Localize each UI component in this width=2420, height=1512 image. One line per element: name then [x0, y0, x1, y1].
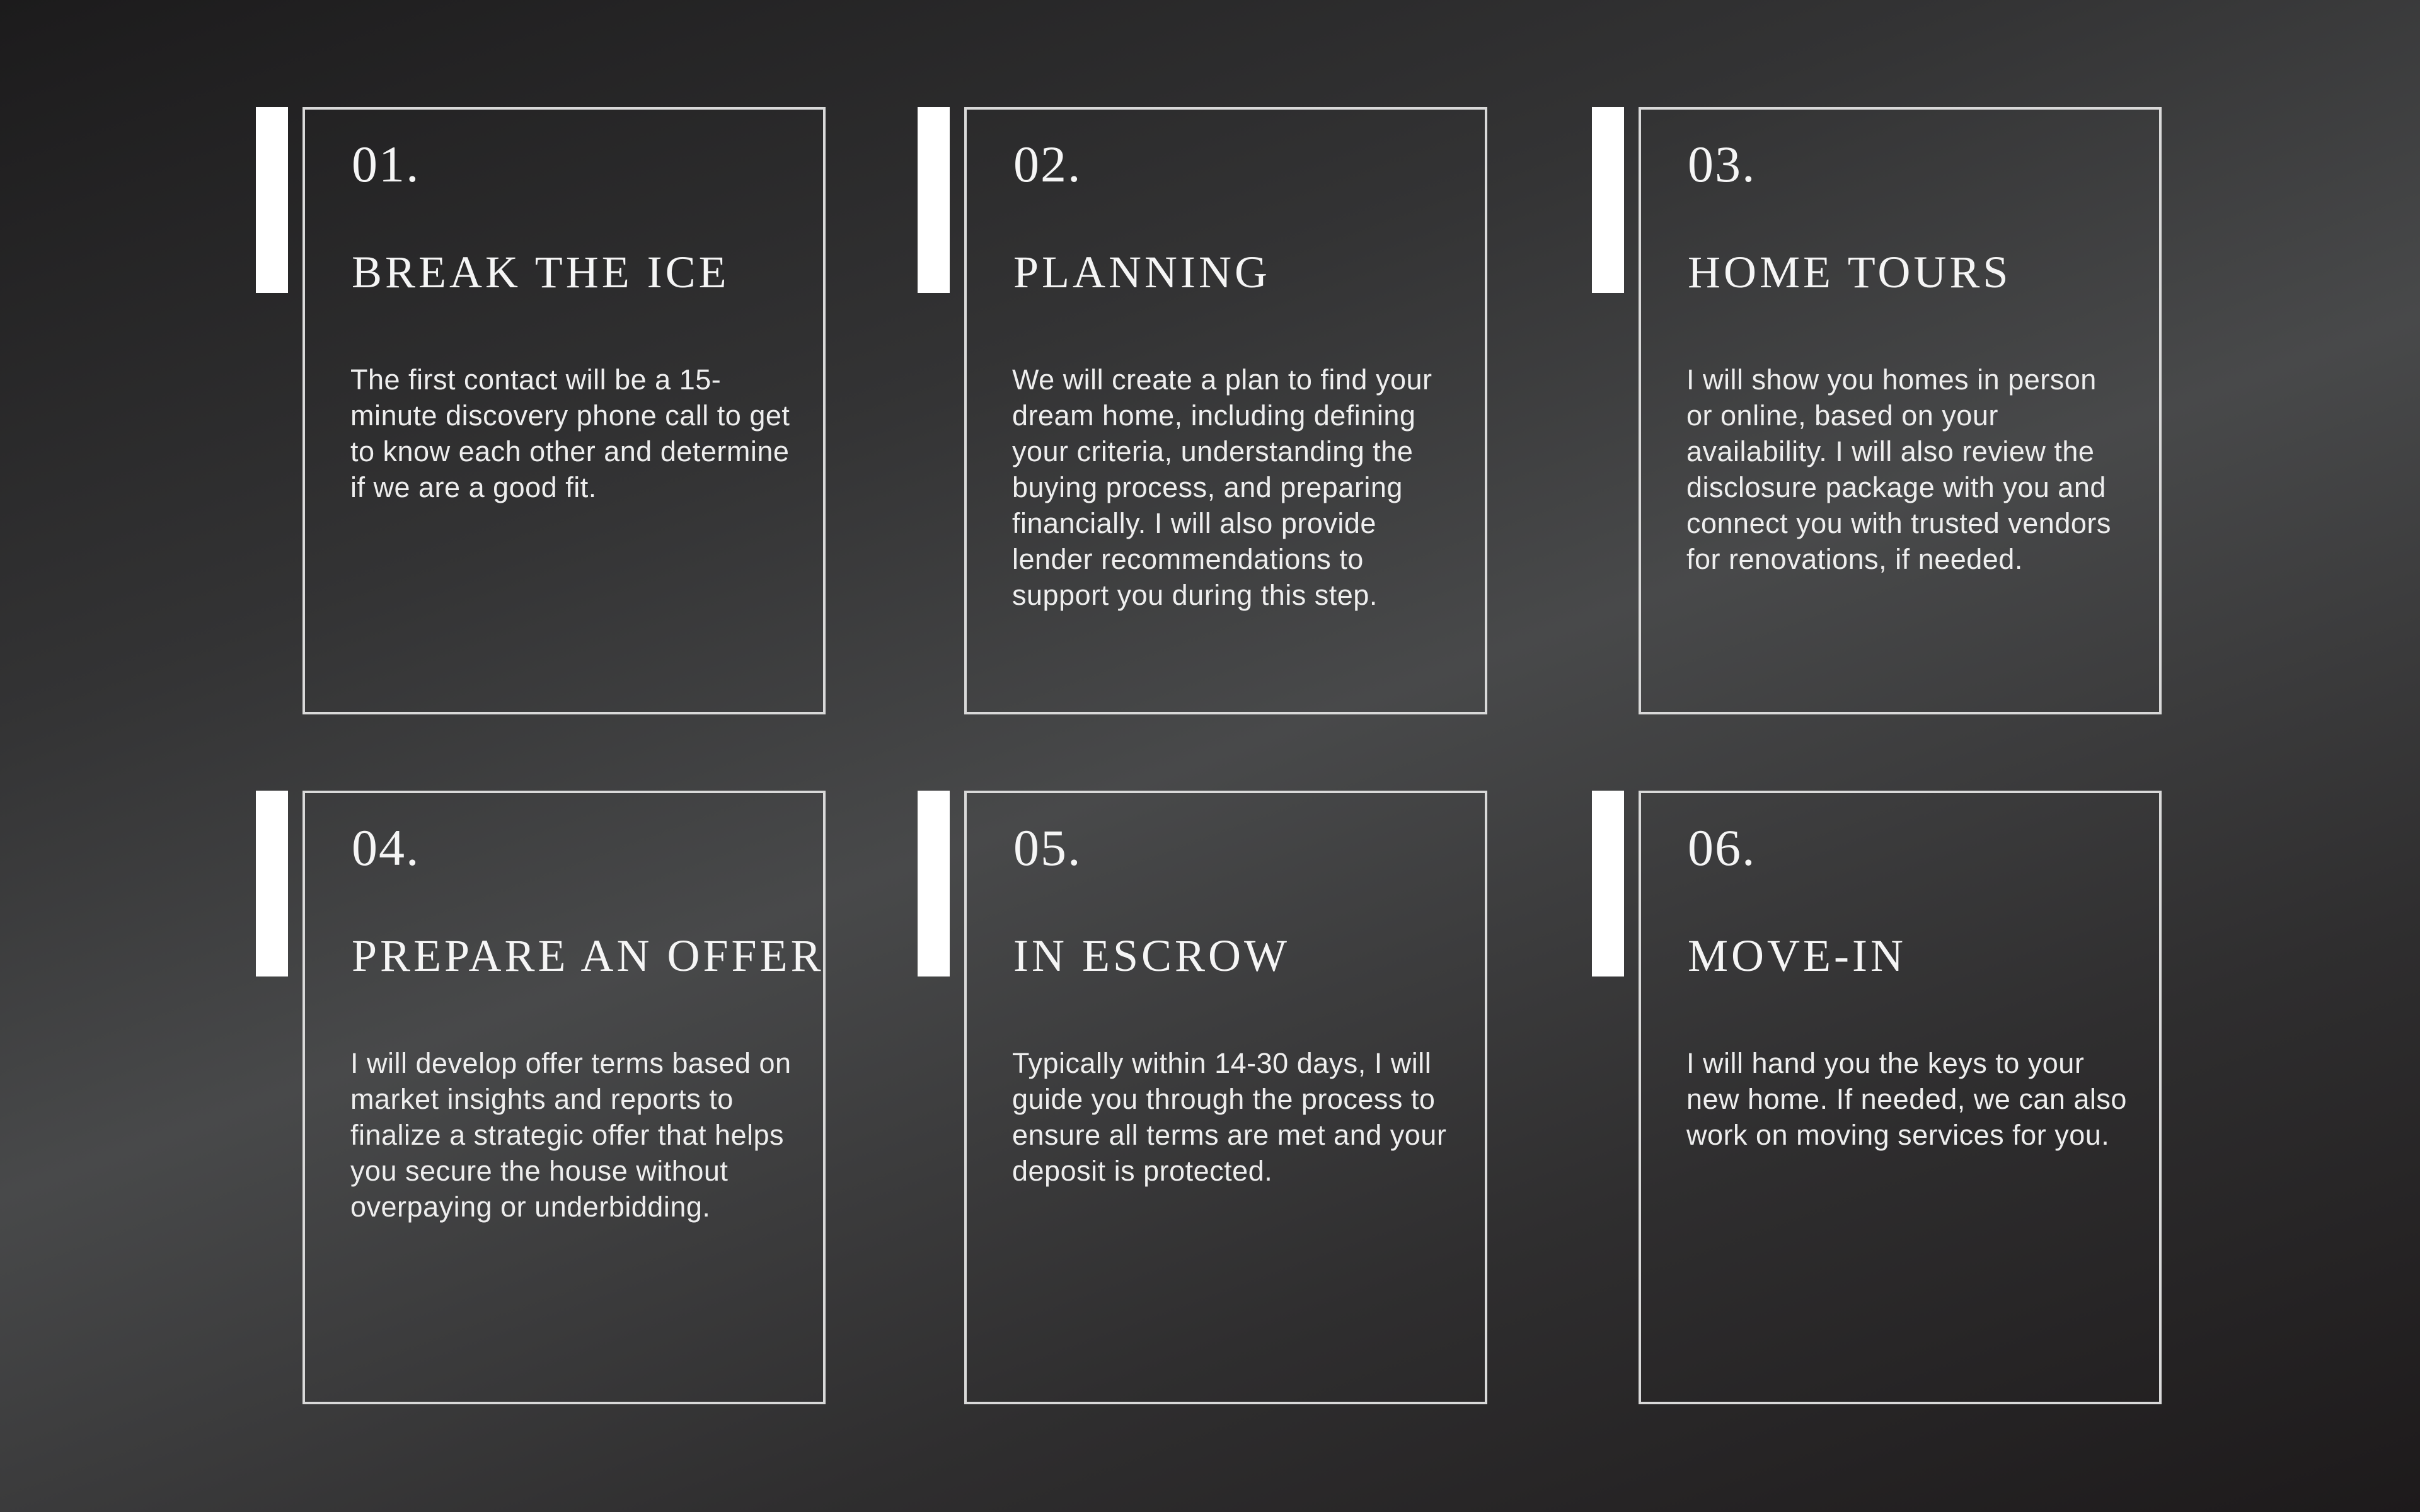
accent-bar — [918, 791, 950, 976]
step-description: I will show you homes in person or online, based on your availability. I will also review the disclosure package with you and connect you with trusted vendors for renovations, if needed. — [1686, 364, 2111, 575]
step-description: I will develop offer terms based on market insights and reports to finalize a strategic offer that helps you secure the house without overpaying or underbidding. — [350, 1047, 792, 1223]
step-title: HOME TOURS — [1688, 247, 2012, 297]
step-description: I will hand you the keys to your new home. If needed, we can also work on moving services for you. — [1686, 1047, 2127, 1151]
step-number: 06. — [1688, 819, 1756, 876]
step-number: 02. — [1013, 135, 1082, 193]
step-title: PLANNING — [1013, 247, 1270, 297]
step-number: 04. — [352, 819, 420, 876]
step-description: The first contact will be a 15-minute discovery phone call to get to know each other and determine if we are a good fit. — [350, 364, 790, 503]
step-number: 05. — [1013, 819, 1082, 876]
accent-bar — [1592, 107, 1624, 293]
step-number: 01. — [352, 135, 420, 193]
step-title: PREPARE AN OFFER — [352, 931, 824, 981]
accent-bar — [256, 791, 288, 976]
step-description: We will create a plan to find your dream home, including defining your criteria, understanding the buying process, and preparing financially. I will also provide lender recommendations to support you during this step. — [1012, 364, 1432, 611]
step-title: IN ESCROW — [1013, 931, 1290, 981]
step-number: 03. — [1688, 135, 1756, 193]
accent-bar — [256, 107, 288, 293]
step-description: Typically within 14-30 days, I will guide you through the process to ensure all terms are met and your deposit is protected. — [1012, 1047, 1447, 1187]
accent-bar — [918, 107, 950, 293]
step-title: MOVE-IN — [1688, 931, 1906, 981]
step-title: BREAK THE ICE — [352, 247, 730, 297]
accent-bar — [1592, 791, 1624, 976]
